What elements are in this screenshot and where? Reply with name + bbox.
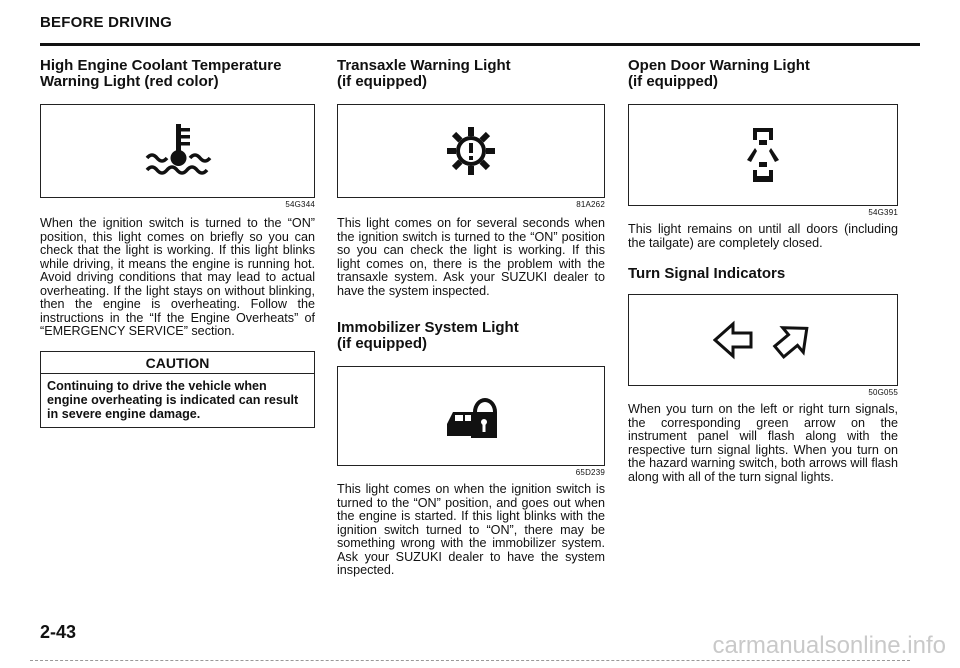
transaxle-figure-code: 81A262: [576, 200, 605, 209]
door-heading: [628, 58, 898, 90]
transaxle-heading: [337, 58, 605, 90]
door-heading-line2: (if equipped): [628, 73, 718, 90]
bottom-rule: [30, 660, 910, 661]
turn-body: When you turn on the left or right turn signals, the corresponding green arrow on the instrument panel will flash along with the respective turn signal lights. When you turn on the hazard warning switch, both arrows will flash along with all of the turn signal lights.: [628, 402, 898, 484]
caution-text: Continuing to drive the vehicle when engine overheating is indicated can result in severe engine damage.: [47, 378, 299, 421]
turn-heading: Turn Signal Indicators: [628, 265, 786, 282]
transaxle-heading-line1: Transaxle Warning Light: [337, 57, 511, 74]
coolant-figure-code: 54G344: [285, 200, 315, 209]
immobilizer-car-lock-icon: [443, 390, 499, 442]
immobilizer-heading: [337, 320, 605, 352]
transaxle-gear-icon: [445, 125, 497, 177]
coolant-heading-line2: Warning Light (red color): [40, 73, 219, 90]
coolant-heading: [40, 58, 315, 90]
immobilizer-heading-line1: Immobilizer System Light: [337, 319, 519, 336]
open-door-car-icon: [743, 124, 783, 186]
door-figure: [628, 104, 898, 206]
caution-title: CAUTION: [41, 352, 314, 374]
coolant-body: When the ignition switch is turned to the “ON” position, this light comes on briefly so you can check that the light is working. If this light blinks while driving, it means the engine is running hot. Avoid driving conditions that may lead to actual overheating. If the light stays on without blinking, then the engine is overheating. Follow the instructions in the “If the Engine Overheats” of “EMERGENCY SERVICE” section.: [40, 216, 315, 338]
coolant-figure: [40, 104, 315, 198]
turn-figure-code: 50G055: [868, 388, 898, 397]
transaxle-heading-line2: (if equipped): [337, 73, 427, 90]
column-door-turn: [628, 58, 898, 484]
header-rule: [40, 43, 920, 46]
coolant-temperature-icon: [143, 120, 213, 182]
immobilizer-body: This light comes on when the ignition switch is turned to the “ON” position, and goes out when the engine is started. If this light blinks with the ignition switch turned to “ON”, there may be something wrong with the immobilizer system. Ask your SUZUKI dealer to have the system inspected.: [337, 482, 605, 577]
turn-figure: [628, 294, 898, 386]
immobilizer-figure: [337, 366, 605, 466]
door-body: This light remains on until all doors (including the tailgate) are completely closed.: [628, 222, 898, 250]
transaxle-figure: [337, 104, 605, 198]
coolant-heading-line1: High Engine Coolant Temperature: [40, 57, 282, 74]
caution-box: [40, 351, 315, 428]
turn-signal-arrows-icon: [713, 320, 813, 360]
column-transaxle: [337, 58, 605, 578]
immobilizer-heading-line2: (if equipped): [337, 335, 427, 352]
door-heading-line1: Open Door Warning Light: [628, 57, 810, 74]
page-header: BEFORE DRIVING: [40, 14, 172, 31]
immobilizer-figure-code: 65D239: [575, 468, 605, 477]
watermark-text: carmanualsonline.info: [712, 632, 946, 659]
transaxle-body: This light comes on for several seconds when the ignition switch is turned to the “ON” position so you can check the light is working. If this light comes on, there is the problem with the transaxle system. Ask your SUZUKI dealer to have the system inspected.: [337, 216, 605, 298]
door-figure-code: 54G391: [868, 208, 898, 217]
page-number: 2-43: [40, 622, 77, 642]
column-coolant: [40, 58, 315, 428]
